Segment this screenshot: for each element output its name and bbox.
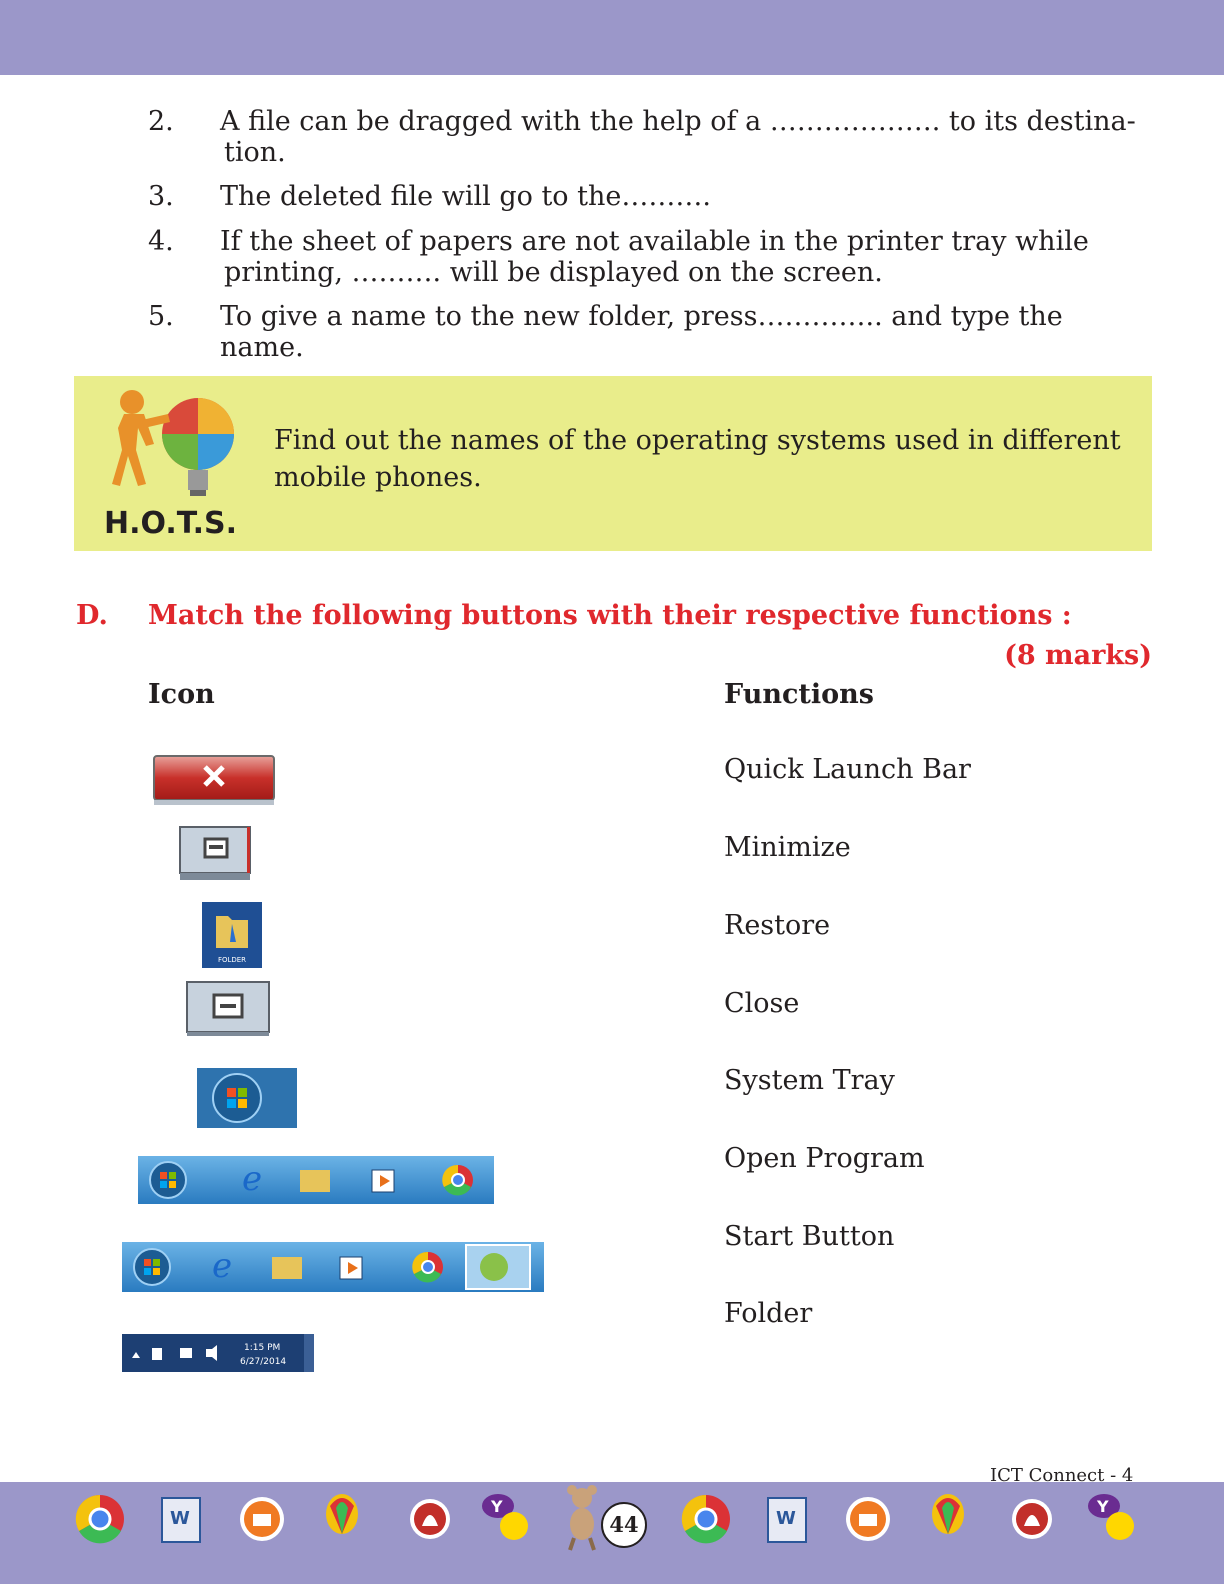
question-text-continued: printing, ………. will be displayed on the screen. [224,257,883,288]
question-number: 2. [148,106,174,137]
section-letter: D. [76,600,108,631]
function-item: Close [724,988,800,1019]
chrome-icon [682,1495,730,1543]
icon-column-header: Icon [148,679,215,710]
chrome-icon [76,1495,124,1543]
function-item: Quick Launch Bar [724,754,971,785]
question-text: A file can be dragged with the help of a ………………. to its destina- [220,106,1136,137]
question-2 [148,106,1150,168]
restore-button-icon [179,826,251,882]
hots-question: Find out the names of the operating systems used in different mobile phones. [274,425,1121,493]
section-title: Match the following buttons with their respective functions : [148,600,1072,631]
function-item: System Tray [724,1065,895,1096]
page-number: 44 [601,1502,647,1548]
svg-text:W: W [776,1508,796,1529]
section-marks: (8 marks) [1004,640,1152,671]
function-item: Folder [724,1298,813,1329]
yahoo-messenger-icon [482,1494,528,1540]
svg-text:e: e [242,1159,263,1199]
balloon-icon [932,1494,964,1534]
question-3 [148,181,1150,212]
fire-icon [410,1499,450,1539]
function-item: Open Program [724,1143,925,1174]
question-text: The deleted file will go to the………. [220,181,711,212]
briefcase-icon [240,1497,284,1541]
balloon-icon [326,1494,358,1534]
fire-icon [1012,1499,1052,1539]
function-item: Start Button [724,1221,895,1252]
function-item: Restore [724,910,831,941]
briefcase-icon [846,1497,890,1541]
footer-icons-left [74,1490,564,1548]
question-text: If the sheet of papers are not available in the printer tray while [220,226,1089,257]
footer-icons-right [680,1490,1150,1548]
book-title: ICT Connect - 4 [990,1465,1134,1486]
close-button-icon [153,755,275,807]
tray-time: 1:15 PM [244,1343,281,1353]
question-number: 3. [148,181,174,212]
svg-text:W: W [170,1508,190,1529]
start-button-icon [197,1068,297,1128]
system-tray-icon [122,1334,314,1372]
yahoo-messenger-icon [1088,1494,1134,1540]
svg-text:Y: Y [1097,1497,1109,1516]
question-number: 4. [148,226,174,257]
open-program-taskbar-icon [122,1242,544,1292]
hots-puzzle-icon [98,384,248,504]
function-item: Minimize [724,832,851,863]
question-4 [148,226,1150,288]
svg-text:e: e [212,1246,233,1286]
functions-column-header: Functions [724,679,874,710]
word-icon [162,1498,200,1542]
minimize-button-icon [186,981,270,1037]
word-icon [768,1498,806,1542]
question-number: 5. [148,301,174,332]
svg-text:Y: Y [491,1497,503,1516]
folder-icon [202,902,262,968]
hots-label: H.O.T.S. [104,506,238,541]
tray-date: 6/27/2014 [240,1357,287,1367]
top-header-band [0,0,1224,75]
quick-launch-bar-icon [138,1156,494,1204]
question-text: To give a name to the new folder, press………….. and type the name. [220,301,1063,363]
mouse-mascot-icon [560,1484,606,1554]
folder-caption: FOLDER [217,956,247,964]
question-text-continued: tion. [224,137,286,168]
question-5 [148,301,1150,363]
